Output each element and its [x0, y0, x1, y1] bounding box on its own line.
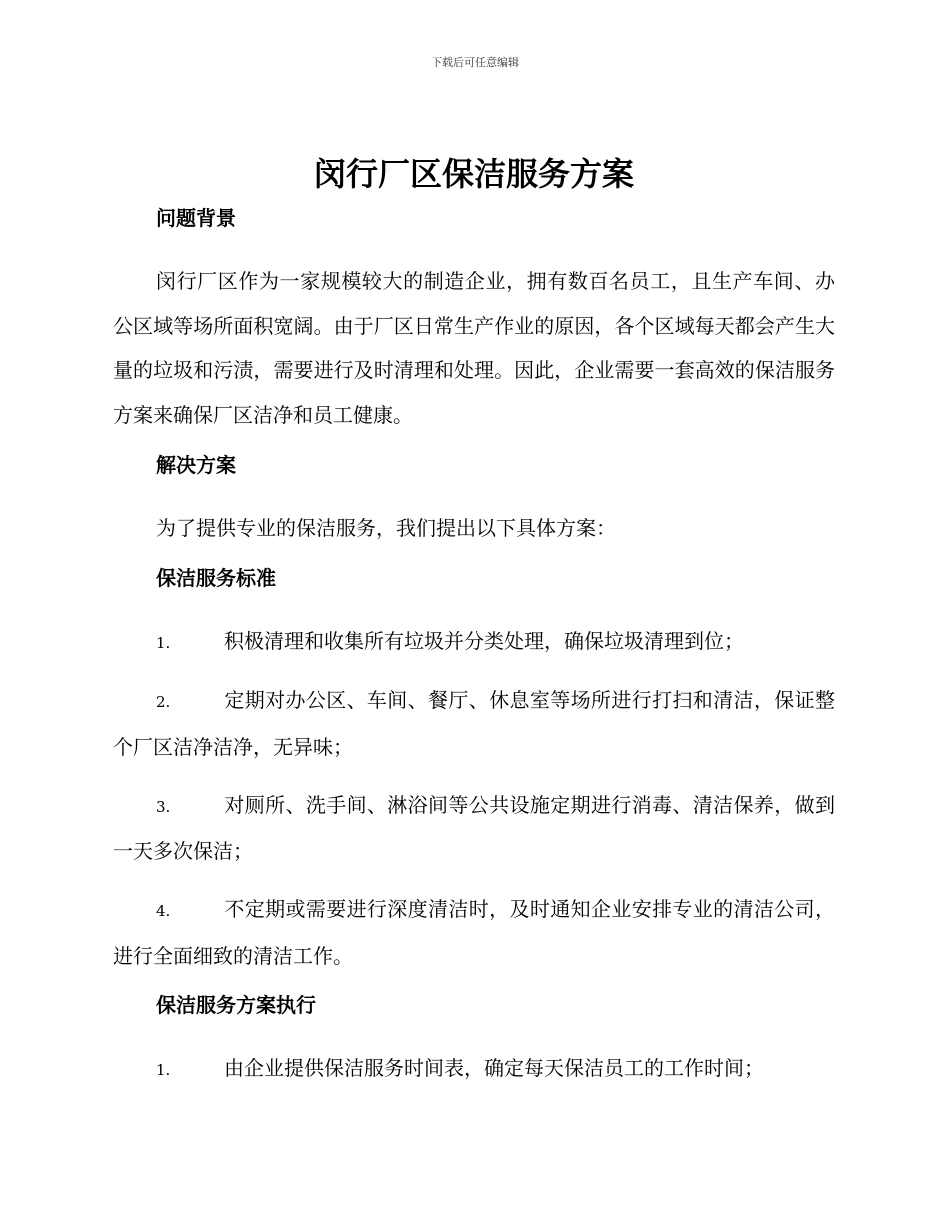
heading-execution: 保洁服务方案执行 [156, 993, 316, 1018]
heading-solution: 解决方案 [156, 452, 236, 477]
heading-background: 问题背景 [156, 206, 236, 230]
list-item-number: 3. [156, 797, 171, 816]
list-item-number: 4. [156, 902, 171, 921]
list-item-text: 定期对办公区、车间、餐厅、休息室等场所进行打扫和清洁，保证整个厂区洁净洁净，无异味； [113, 688, 835, 759]
heading-standards: 保洁服务标准 [156, 565, 276, 590]
list-item-number: 1. [156, 633, 171, 652]
paragraph-background: 闵行厂区作为一家规模较大的制造企业，拥有数百名员工，且生产车间、办公区域等场所面积宽阔。由于厂区日常生产作业的原因，各个区域每天都会产生大量的垃圾和污渍，需要进行及时清理和处理。因此，企业需要一套高效的保洁服务方案来确保厂区洁净和员工健康。 [113, 269, 835, 428]
list-item-text: 对厕所、洗手间、淋浴间等公共设施定期进行消毒、清洁保养，做到一天多次保洁； [113, 792, 835, 864]
list-item [113, 887, 835, 978]
paragraph-solution: 为了提供专业的保洁服务，我们提出以下具体方案： [156, 515, 616, 540]
document-title: 闵行厂区保洁服务方案 [313, 155, 634, 193]
document-body [113, 148, 835, 1106]
list-item [113, 1046, 835, 1093]
list-item [113, 619, 835, 666]
list-item-text: 不定期或需要进行深度清洁时，及时通知企业安排专业的清洁公司，进行全面细致的清洁工作。 [113, 897, 835, 968]
list-item-number: 1. [156, 1061, 171, 1080]
list-item-text: 积极清理和收集所有垃圾并分类处理，确保垃圾清理到位； [224, 628, 744, 653]
list-item [113, 678, 835, 769]
list-item-text: 由企业提供保洁服务时间表，确定每天保洁员工的工作时间； [224, 1056, 764, 1081]
header-note: 下载后可任意编辑 [431, 56, 519, 69]
list-item [113, 783, 835, 874]
list-item-number: 2. [156, 693, 171, 712]
